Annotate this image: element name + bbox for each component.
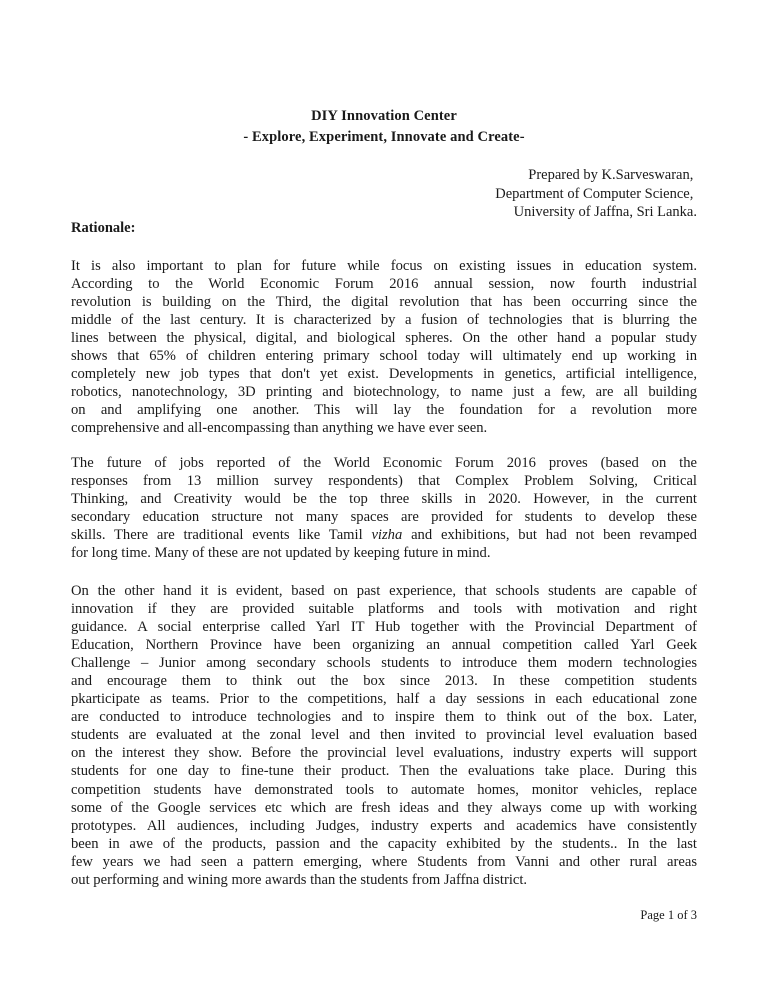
paragraph-line: out performing and wining more awards than the students from Jaffna district. bbox=[71, 871, 528, 888]
paragraph-1 bbox=[71, 257, 697, 437]
paragraph-line: guidance. A social enterprise called Yarl IT Hub together with the Provincial Department of bbox=[71, 619, 697, 636]
section-heading-rationale: Rationale: bbox=[71, 220, 136, 236]
paragraph-line: shows that 65% of children entering primary school today will ultimately end up working in bbox=[71, 348, 697, 365]
paragraph-line: robotics, nanotechnology, 3D printing and biotechnology, to name just a few, are all building bbox=[71, 384, 697, 401]
paragraph-line: students are evaluated at the zonal level and then invited to provincial level evaluation based bbox=[71, 727, 697, 744]
paragraph-line: Thinking, and Creativity would be the top three skills in 2020. However, in the current bbox=[71, 491, 697, 508]
paragraph-line: comprehensive and all-encompassing than anything we have ever seen. bbox=[71, 420, 488, 437]
paragraph-line: innovation if they are provided suitable platforms and tools with motivation and right bbox=[71, 601, 697, 618]
author-block bbox=[495, 166, 697, 222]
paragraph-line: completely new job types that don't yet exist. Developments in genetics, artificial intelligence, bbox=[71, 366, 697, 383]
paragraph-line: are conducted to introduce technologies and to inspire them to think out of the box. Later, bbox=[71, 709, 697, 726]
paragraph-line: been in awe of the products, passion and the capacity exhibited by the students.. In the last bbox=[71, 835, 697, 852]
paragraph-line: for long time. Many of these are not updated by keeping future in mind. bbox=[71, 545, 491, 562]
paragraph-line: on and amplifying one another. This will lay the foundation for a revolution more bbox=[71, 402, 697, 419]
paragraph-line: The future of jobs reported of the World Economic Forum 2016 proves (based on the bbox=[71, 455, 697, 471]
paragraph-line: and encourage them to think out the box since 2013. In these competition students bbox=[71, 673, 697, 690]
paragraph-line: prototypes. All audiences, including Judges, industry experts and academics have consistently bbox=[71, 817, 697, 834]
document-title: DIY Innovation Center bbox=[311, 108, 457, 124]
paragraph-line: few years we had seen a pattern emerging, where Students from Vanni and other rural areas bbox=[71, 853, 697, 870]
paragraph-line: on the interest they show. Before the provincial level evaluations, industry experts will support bbox=[71, 745, 697, 762]
paragraph-line: lines between the physical, digital, and biological spheres. On the other hand a popular study bbox=[71, 330, 697, 347]
paragraph-line-with-italic bbox=[71, 526, 697, 544]
paragraph-line: Challenge – Junior among secondary schools students to introduce them modern technologies bbox=[71, 655, 697, 672]
paragraph-line: Education, Northern Province have been organizing an annual competition called Yarl Geek bbox=[71, 637, 697, 654]
page-number: Page 1 of 3 bbox=[640, 908, 697, 922]
document-subtitle: - Explore, Experiment, Innovate and Create- bbox=[243, 129, 525, 145]
italic-term-vizha: vizha bbox=[371, 527, 403, 544]
paragraph-line: pkarticipate as teams. Prior to the competitions, half a day sessions in each educational zone bbox=[71, 691, 697, 708]
paragraph-line: middle of the last century. It is characterized by a fusion of technologies that is blurring the bbox=[71, 312, 697, 329]
paragraph-line: competition students have demonstrated tools to automate homes, monitor vehicles, replace bbox=[71, 781, 697, 798]
paragraph-3 bbox=[71, 582, 697, 889]
paragraph-line: students for one day to fine-tune their product. Then the evaluations take place. During this bbox=[71, 763, 697, 780]
paragraph-line: revolution is building on the Third, the digital revolution that has been occurring since the bbox=[71, 294, 697, 311]
paragraph-line: responses from 13 million survey respondents) that Complex Problem Solving, Critical bbox=[71, 473, 697, 490]
author-line-university: University of Jaffna, Sri Lanka. bbox=[513, 204, 697, 220]
text-segment: skills. There are traditional events like Tamil bbox=[71, 527, 372, 544]
paragraph-line: It is also important to plan for future while focus on existing issues in education system. bbox=[71, 258, 697, 274]
author-line-name: Prepared by K.Sarveswaran, bbox=[528, 167, 697, 183]
author-line-department: Department of Computer Science, bbox=[495, 185, 697, 202]
paragraph-line: secondary education structure not many spaces are provided for students to develop these bbox=[71, 509, 697, 526]
paragraph-2 bbox=[71, 454, 697, 562]
text-segment: and exhibitions, but had not been revamped bbox=[402, 527, 697, 544]
paragraph-line: According to the World Economic Forum 2016 annual session, now fourth industrial bbox=[71, 276, 697, 293]
paragraph-line: On the other hand it is evident, based on past experience, that schools students are capable of bbox=[71, 583, 697, 599]
paragraph-line: some of the Google services etc which are fresh ideas and they always come up with working bbox=[71, 799, 697, 816]
